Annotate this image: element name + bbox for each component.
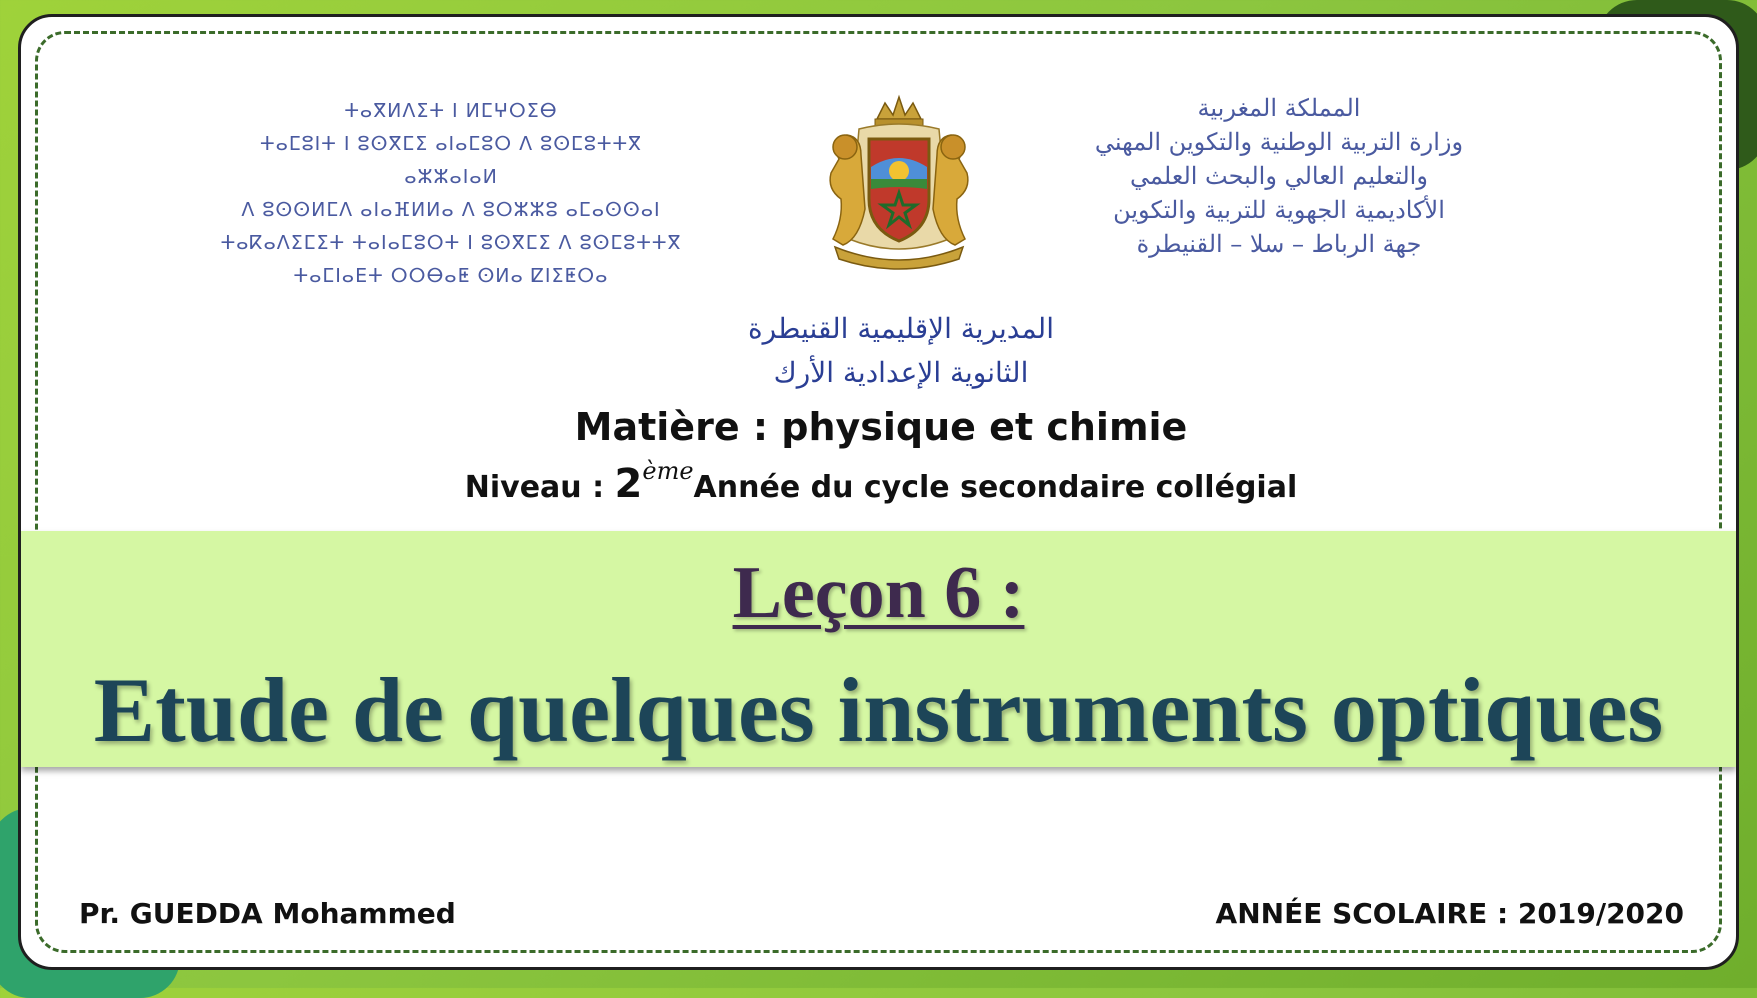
tifinagh-line: ⵜⴰⴽⴰⴷⵉⵎⵉⵜ ⵜⴰⵏⴰⵎⵓⵔⵜ ⵏ ⵓⵙⴳⵎⵉ ⴷ ⵓⵙⵎⵓⵜⵜⴳ xyxy=(220,232,682,254)
arabic-header-line: جهة الرباط – سلا – القنيطرة xyxy=(1136,230,1422,258)
level-superscript: ème xyxy=(642,457,694,485)
arabic-header xyxy=(1049,91,1509,261)
royal-coat-of-arms-icon xyxy=(799,89,999,274)
tifinagh-line: ⴷ ⵓⵙⵙⵍⵎⴷ ⴰⵏⴰⴼⵍⵍⴰ ⴷ ⵓⵔⵣⵣⵓ ⴰⵎⴰⵙⵙⴰⵏ xyxy=(241,199,661,221)
lesson-number: Leçon 6 : xyxy=(732,552,1025,634)
level-line xyxy=(261,457,1501,507)
subject-line: Matière : physique et chimie xyxy=(574,405,1188,449)
lesson-title: Etude de quelques instruments optiques xyxy=(93,659,1664,761)
author-name: Pr. GUEDDA Mohammed xyxy=(79,897,456,930)
school-name: الثانوية الإعدادية الأرك xyxy=(773,356,1029,389)
tifinagh-line: ⵜⴰⴳⵍⴷⵉⵜ ⵏ ⵍⵎⵖⵔⵉⴱ xyxy=(344,100,558,122)
tifinagh-line: ⵜⴰⵎⵏⴰⴹⵜ ⵔⵔⴱⴰⵟ ⵙⵍⴰ ⵇⵏⵉⵟⵔⴰ xyxy=(293,265,609,287)
tifinagh-header xyxy=(211,95,691,293)
tifinagh-line: ⵜⴰⵎⵓⵏⵜ ⵏ ⵓⵙⴳⵎⵉ ⴰⵏⴰⵎⵓⵔ ⴷ ⵓⵙⵎⵓⵜⵜⴳ ⴰⵣⵣⴰⵏⴰⵍ xyxy=(260,133,642,188)
school-year: ANNÉE SCOLAIRE : 2019/2020 xyxy=(1215,897,1684,930)
directorate-name: المديرية الإقليمية القنيطرة xyxy=(747,312,1054,345)
level-number: 2 xyxy=(614,461,643,507)
arabic-header-line: المملكة المغربية xyxy=(1197,94,1361,122)
slide-card xyxy=(18,14,1739,970)
institution-block xyxy=(621,307,1181,395)
arabic-header-line: وزارة التربية الوطنية والتكوين المهني xyxy=(1094,128,1464,156)
arabic-header-line: الأكاديمية الجهوية للتربية والتكوين xyxy=(1113,196,1445,224)
level-prefix: Niveau : xyxy=(464,470,615,505)
level-suffix: Année du cycle secondaire collégial xyxy=(693,470,1298,505)
arabic-header-line: والتعليم العالي والبحث العلمي xyxy=(1130,162,1428,190)
